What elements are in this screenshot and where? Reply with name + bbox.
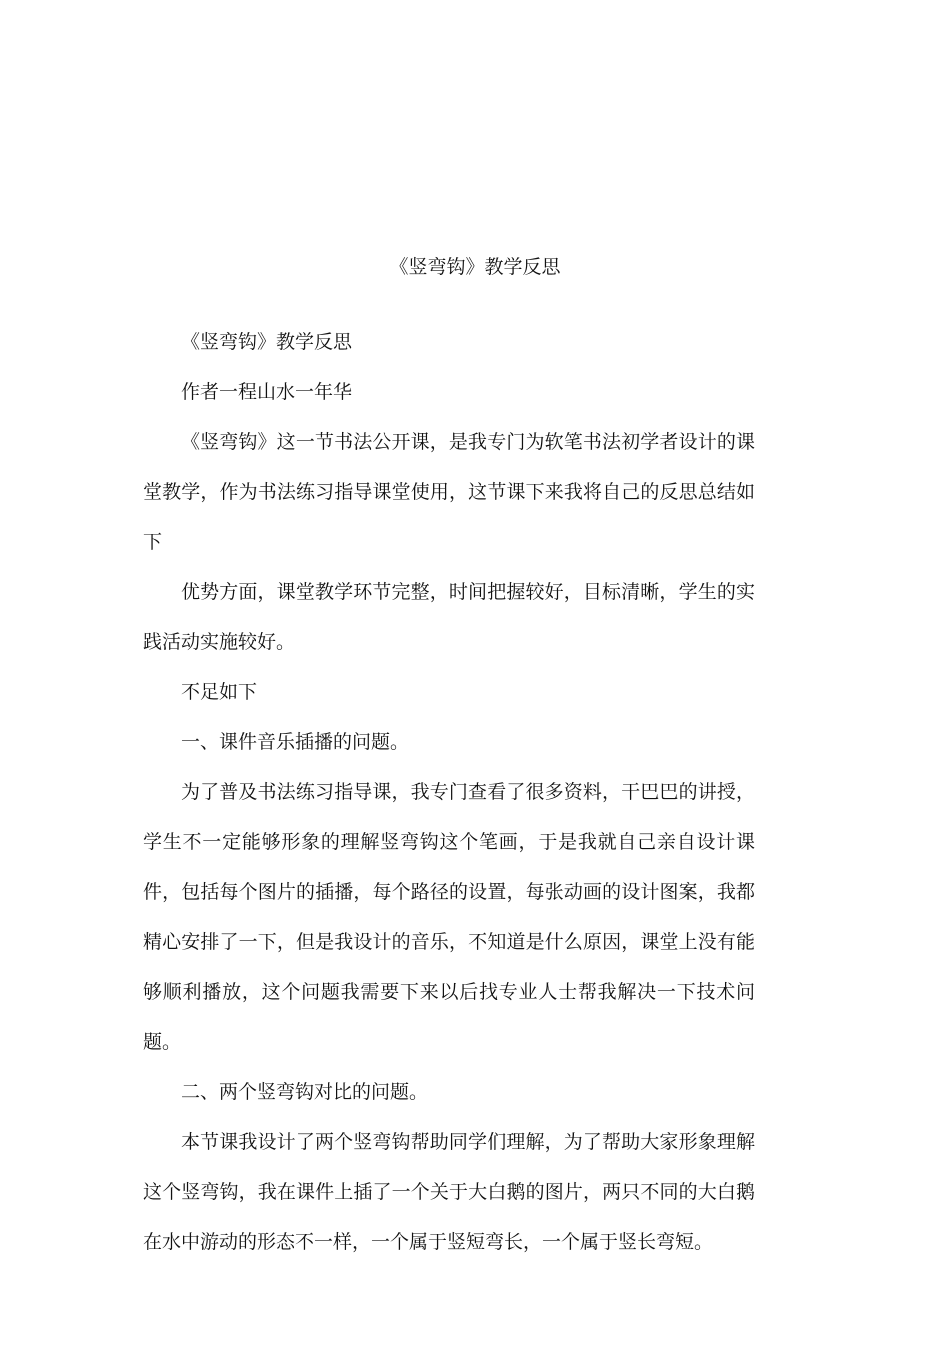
paragraph-intro: 《竖弯钩》这一节书法公开课，是我专门为软笔书法初学者设计的课堂教学，作为书法练习指导课堂使用，这节课下来我将自己的反思总结如下 (143, 431, 755, 553)
section-heading-1: 一、课件音乐插播的问题。 (181, 731, 410, 753)
document-body (143, 317, 755, 1267)
section-heading-2: 二、两个竖弯钩对比的问题。 (181, 1081, 429, 1103)
paragraph-author: 作者一程山水一年华 (181, 381, 353, 403)
paragraph-subtitle: 《竖弯钩》教学反思 (181, 331, 353, 353)
paragraph-section-1: 为了普及书法练习指导课，我专门查看了很多资料，干巴巴的讲授，学生不一定能够形象的理解竖弯钩这个笔画，于是我就自己亲自设计课件，包括每个图片的插播，每个路径的设置，每张动画的设计图案，我都精心安排了一下，但是我设计的音乐，不知道是什么原因，课堂上没有能够顺利播放，这个问题我需要下来以后找专业人士帮我解决一下技术问题。 (143, 781, 755, 1053)
paragraph-shortcomings-heading: 不足如下 (181, 681, 258, 703)
document-title: 《竖弯钩》教学反思 (389, 256, 561, 278)
paragraph-section-2: 本节课我设计了两个竖弯钩帮助同学们理解，为了帮助大家形象理解这个竖弯钩，我在课件上插了一个关于大白鹅的图片，两只不同的大白鹅在水中游动的形态不一样，一个属于竖短弯长，一个属于竖长弯短。 (143, 1131, 755, 1253)
paragraph-strengths: 优势方面，课堂教学环节完整，时间把握较好，目标清晰，学生的实践活动实施较好。 (143, 581, 755, 653)
